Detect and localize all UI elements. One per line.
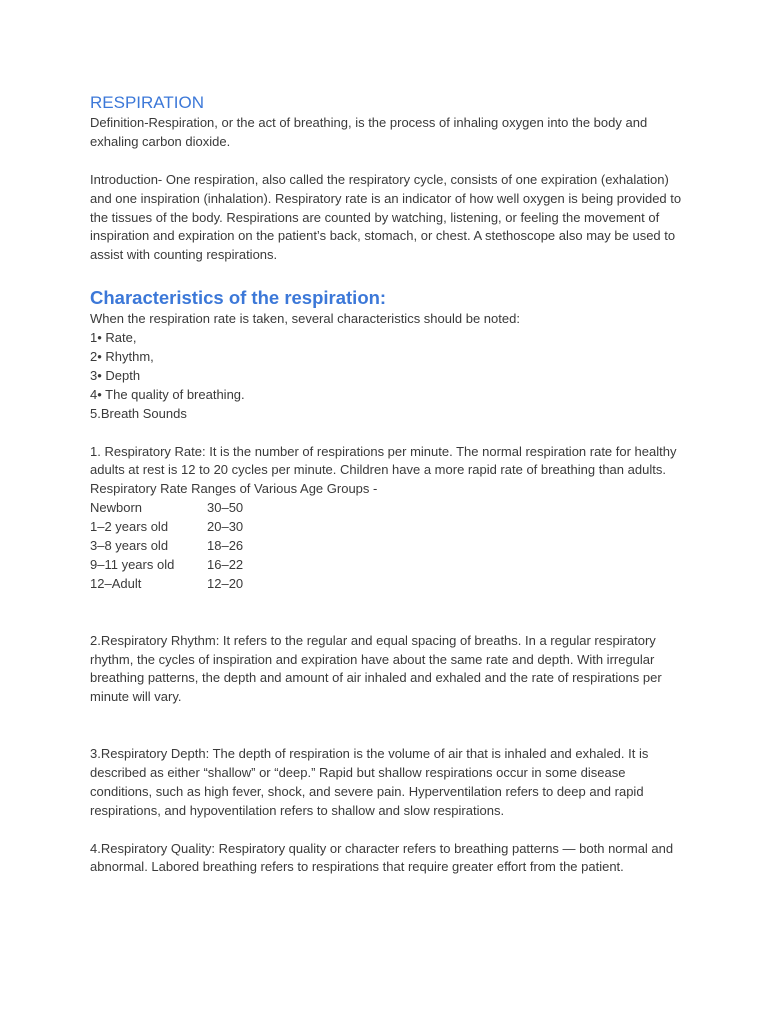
- age-group-range: 20–30: [207, 519, 244, 535]
- characteristic-item: 2• Rhythm,: [90, 349, 154, 365]
- characteristic-item: 5.Breath Sounds: [90, 405, 187, 421]
- document-page: [90, 92, 690, 877]
- age-range-row: [90, 537, 690, 556]
- characteristics-intro: When the respiration rate is taken, several characteristics should be noted:: [90, 311, 520, 327]
- respiratory-rate-paragraph: 1. Respiratory Rate: It is the number of respirations per minute. The normal respiration rate for healthy adults at rest is 12 to 20 cycles per minute. Children have a more rapid rate of breathing than adults. Respiratory Rate Ranges of Various Age Groups -: [90, 443, 677, 497]
- age-range-row: [90, 556, 690, 575]
- document-title: RESPIRATION: [90, 93, 204, 112]
- age-group-label: Newborn: [90, 500, 143, 516]
- respiratory-rhythm-paragraph: 2.Respiratory Rhythm: It refers to the regular and equal spacing of breaths. In a regular respiratory rhythm, the cycles of inspiration and expiration have about the same rate and depth. With irregular breathing patterns, the depth and amount of air inhaled and exhaled and the rate of respirations per minute will vary.: [90, 632, 662, 705]
- definition-paragraph: Definition-Respiration, or the act of breathing, is the process of inhaling oxygen into the body and exhaling carbon dioxide.: [90, 115, 648, 149]
- characteristics-heading: Characteristics of the respiration:: [90, 287, 387, 309]
- age-group-range: 12–20: [207, 575, 244, 591]
- characteristic-item: 4• The quality of breathing.: [90, 386, 245, 402]
- age-group-range: 30–50: [207, 500, 244, 516]
- characteristic-item: 3• Depth: [90, 367, 141, 383]
- age-range-row: [90, 499, 690, 518]
- respiratory-quality-paragraph: 4.Respiratory Quality: Respiratory quality or character refers to breathing patterns — both normal and abnormal. Labored breathing refers to respirations that require greater effort from the patient.: [90, 840, 674, 875]
- characteristic-item: 1• Rate,: [90, 330, 137, 346]
- age-group-label: 12–Adult: [90, 575, 142, 591]
- age-group-range: 16–22: [207, 557, 244, 572]
- introduction-paragraph: Introduction- One respiration, also called the respiratory cycle, consists of one expiration (exhalation) and one inspiration (inhalation). Respiratory rate is an indicator of how well oxygen is being provided to the tissues of the body. Respirations are counted by watching, listening, or feeling the movement of inspiration and expiration on the patient’s back, stomach, or chest. A stethoscope also may be used to assist with counting respirations.: [90, 171, 682, 263]
- age-range-row: [90, 575, 690, 594]
- age-group-label: 1–2 years old: [90, 519, 169, 535]
- age-group-label: 3–8 years old: [90, 538, 169, 554]
- respiratory-depth-paragraph: 3.Respiratory Depth: The depth of respiration is the volume of air that is inhaled and exhaled. It is described as either “shallow” or “deep.” Rapid but shallow respirations occur in some disease conditions, such as high fever, shock, and severe pain. Hyperventilation refers to deep and rapid respirations, and hypoventilation refers to shallow and slow respirations.: [90, 746, 649, 818]
- age-group-range: 18–26: [207, 538, 244, 554]
- age-range-row: [90, 518, 690, 537]
- age-group-label: 9–11 years old: [90, 557, 175, 572]
